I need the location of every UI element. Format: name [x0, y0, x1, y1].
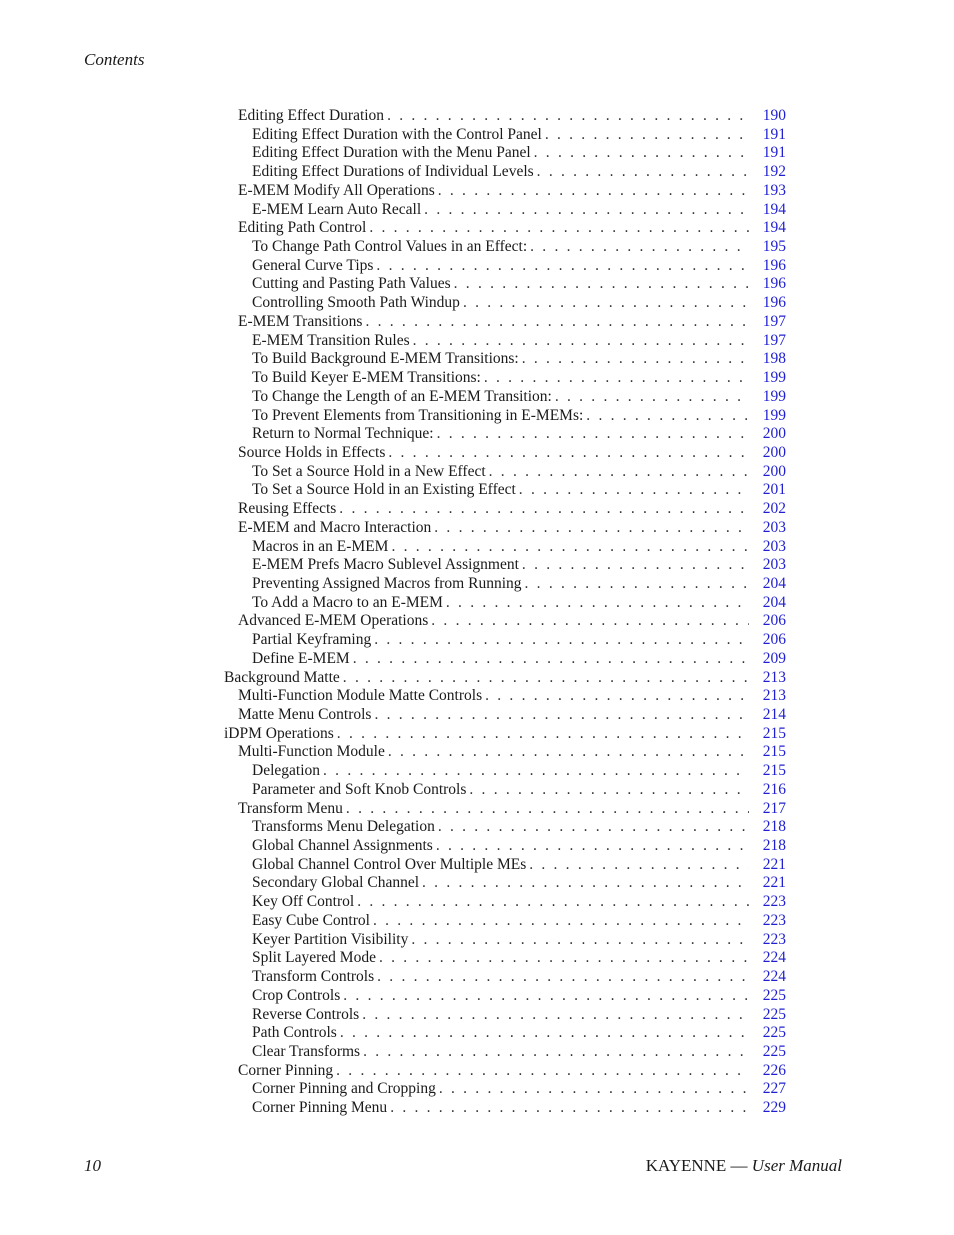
- dot-leader: [390, 1099, 749, 1118]
- toc-page-link[interactable]: 226: [762, 1061, 786, 1079]
- toc-page-link[interactable]: 218: [762, 818, 786, 836]
- toc-entry-title: Easy Cube Control: [252, 911, 370, 929]
- dot-leader: [362, 1006, 749, 1025]
- dot-leader: [388, 444, 749, 463]
- dot-leader: [346, 800, 749, 819]
- toc-page-link[interactable]: 201: [762, 481, 786, 499]
- toc-entry[interactable]: [224, 1099, 786, 1118]
- product-name: KAYENNE: [645, 1156, 727, 1175]
- toc-entry-title: Editing Effect Durations of Individual Levels: [252, 163, 534, 181]
- toc-entry-title: E-MEM Transitions: [238, 312, 363, 330]
- toc-entry[interactable]: [224, 949, 786, 968]
- toc-entry-title: Parameter and Soft Knob Controls: [252, 780, 467, 798]
- toc-page-link[interactable]: 225: [762, 1024, 786, 1042]
- toc-entry-title: Crop Controls: [252, 986, 341, 1004]
- toc-entry-title: Editing Effect Duration: [238, 107, 385, 124]
- toc-page-link[interactable]: 197: [762, 331, 786, 349]
- toc-page-link[interactable]: 216: [762, 780, 786, 798]
- toc-page-link[interactable]: 194: [762, 219, 786, 237]
- toc-entry-title: Corner Pinning and Cropping: [252, 1080, 436, 1098]
- dot-leader: [379, 949, 749, 968]
- toc-entry-title: Keyer Partition Visibility: [252, 930, 409, 948]
- toc-entry[interactable]: [224, 837, 786, 856]
- toc-entry-title: Reusing Effects: [238, 500, 337, 518]
- toc-entry[interactable]: [224, 612, 786, 631]
- toc-entry-title: Transform Controls: [252, 968, 375, 986]
- toc-entry[interactable]: [224, 743, 786, 762]
- toc-entry[interactable]: [224, 931, 786, 950]
- toc-page-link[interactable]: 223: [762, 930, 786, 948]
- toc-entry[interactable]: [224, 407, 786, 426]
- toc-entry[interactable]: [224, 1062, 786, 1081]
- toc-entry[interactable]: [224, 538, 786, 557]
- dot-leader: [530, 238, 749, 257]
- toc-entry-title: E-MEM and Macro Interaction: [238, 518, 432, 536]
- dot-leader: [424, 201, 749, 220]
- footer-separator: —: [730, 1156, 748, 1175]
- toc-entry-title: To Set a Source Hold in a New Effect: [252, 462, 486, 480]
- toc-entry-title: iDPM Operations: [224, 724, 334, 742]
- toc-entry[interactable]: [224, 1080, 786, 1099]
- toc-entry-title: To Add a Macro to an E-MEM: [252, 593, 443, 611]
- toc-entry-title: E-MEM Transition Rules: [252, 331, 410, 349]
- toc-entry-title: Editing Effect Duration with the Menu Panel: [252, 144, 531, 162]
- running-header: Contents: [84, 50, 145, 69]
- dot-leader: [463, 294, 749, 313]
- dot-leader: [340, 1024, 749, 1043]
- toc-entry-title: To Prevent Elements from Transitioning in E-MEMs:: [252, 406, 584, 424]
- dot-leader: [431, 612, 749, 631]
- toc-page-link[interactable]: 202: [762, 500, 786, 518]
- toc-entry[interactable]: [224, 463, 786, 482]
- toc-entry[interactable]: [224, 444, 786, 463]
- toc-entry[interactable]: [224, 332, 786, 351]
- dot-leader: [469, 781, 749, 800]
- toc-entry[interactable]: [224, 856, 786, 875]
- toc-entry-title: Transform Menu: [238, 799, 343, 817]
- toc-entry-title: Macros in an E-MEM: [252, 537, 389, 555]
- toc-entry[interactable]: [224, 631, 786, 650]
- dot-leader: [522, 350, 749, 369]
- toc-entry[interactable]: [224, 313, 786, 332]
- toc-entry[interactable]: [224, 144, 786, 163]
- toc-page-link[interactable]: 203: [762, 556, 786, 574]
- toc-entry[interactable]: [224, 987, 786, 1006]
- toc-entry-title: To Change Path Control Values in an Effect:: [252, 238, 528, 256]
- toc-page-link[interactable]: 209: [762, 649, 786, 667]
- toc-entry-title: To Build Background E-MEM Transitions:: [252, 350, 519, 368]
- toc-entry[interactable]: [224, 800, 786, 819]
- toc-page-link[interactable]: 227: [762, 1080, 786, 1098]
- toc-entry-title: To Build Keyer E-MEM Transitions:: [252, 369, 481, 387]
- dot-leader: [374, 631, 749, 650]
- toc-page-link[interactable]: 203: [762, 537, 786, 555]
- toc-entry[interactable]: [224, 818, 786, 837]
- toc-page-link[interactable]: 225: [762, 1005, 786, 1023]
- dot-leader: [376, 257, 749, 276]
- toc-page-link[interactable]: 213: [762, 687, 786, 705]
- dot-leader: [323, 762, 749, 781]
- toc-entry-title: Corner Pinning Menu: [252, 1099, 388, 1117]
- dot-leader: [377, 968, 749, 987]
- dot-leader: [413, 332, 749, 351]
- dot-leader: [522, 556, 749, 575]
- toc-entry[interactable]: [224, 968, 786, 987]
- toc-entry-title: Source Holds in Effects: [238, 443, 386, 461]
- toc-page-link[interactable]: 224: [762, 968, 786, 986]
- dot-leader: [534, 144, 749, 163]
- toc-entry-title: Delegation: [252, 762, 321, 780]
- dot-leader: [484, 369, 749, 388]
- dot-leader: [339, 500, 749, 519]
- toc-entry-title: To Set a Source Hold in an Existing Effect: [252, 481, 516, 499]
- toc-entry-title: Background Matte: [224, 668, 340, 686]
- dot-leader: [434, 519, 749, 538]
- toc-entry-title: E-MEM Modify All Operations: [238, 181, 435, 199]
- table-of-contents: [224, 107, 786, 1118]
- toc-page-link[interactable]: 221: [762, 855, 786, 873]
- dot-leader: [391, 538, 749, 557]
- toc-entry[interactable]: [224, 350, 786, 369]
- toc-entry-title: Editing Effect Duration with the Control Panel: [252, 125, 542, 143]
- toc-entry[interactable]: [224, 762, 786, 781]
- toc-entry-title: Clear Transforms: [252, 1042, 361, 1060]
- dot-leader: [586, 407, 749, 426]
- toc-page-link[interactable]: 223: [762, 893, 786, 911]
- toc-page-link[interactable]: 215: [762, 743, 786, 761]
- toc-entry[interactable]: [224, 201, 786, 220]
- toc-entry[interactable]: [224, 257, 786, 276]
- toc-page-link[interactable]: 195: [762, 238, 786, 256]
- dot-leader: [438, 182, 749, 201]
- dot-leader: [369, 219, 749, 238]
- toc-page-link[interactable]: 192: [762, 163, 786, 181]
- toc-page-link[interactable]: 224: [762, 949, 786, 967]
- toc-entry-title: Preventing Assigned Macros from Running: [252, 574, 522, 592]
- toc-entry[interactable]: [224, 219, 786, 238]
- toc-entry-title: E-MEM Learn Auto Recall: [252, 200, 422, 218]
- toc-entry[interactable]: [224, 275, 786, 294]
- toc-page-link[interactable]: 191: [762, 125, 786, 143]
- dot-leader: [436, 837, 749, 856]
- toc-entry[interactable]: [224, 182, 786, 201]
- manual-title: User Manual: [751, 1156, 842, 1175]
- toc-entry[interactable]: [224, 725, 786, 744]
- toc-page-link[interactable]: 196: [762, 294, 786, 312]
- toc-page-link[interactable]: 221: [762, 874, 786, 892]
- toc-page-link[interactable]: 200: [762, 425, 786, 443]
- dot-leader: [363, 1043, 749, 1062]
- toc-entry-title: Key Off Control: [252, 893, 355, 911]
- toc-entry[interactable]: [224, 369, 786, 388]
- toc-entry-title: E-MEM Prefs Macro Sublevel Assignment: [252, 556, 519, 574]
- toc-entry[interactable]: [224, 294, 786, 313]
- dot-leader: [485, 687, 749, 706]
- dot-leader: [525, 575, 749, 594]
- toc-entry[interactable]: [224, 575, 786, 594]
- toc-page-link[interactable]: 196: [762, 275, 786, 293]
- toc-entry[interactable]: [224, 388, 786, 407]
- toc-entry-title: Reverse Controls: [252, 1005, 360, 1023]
- toc-entry-title: Secondary Global Channel: [252, 874, 420, 892]
- toc-page-link[interactable]: 194: [762, 200, 786, 218]
- toc-entry[interactable]: [224, 1006, 786, 1025]
- toc-entry-title: Multi-Function Module Matte Controls: [238, 687, 483, 705]
- toc-page-link[interactable]: 218: [762, 837, 786, 855]
- toc-page-link[interactable]: 199: [762, 387, 786, 405]
- dot-leader: [446, 594, 749, 613]
- toc-entry[interactable]: [224, 650, 786, 669]
- toc-entry-title: Editing Path Control: [238, 219, 367, 237]
- dot-leader: [454, 275, 749, 294]
- toc-entry-title: Cutting and Pasting Path Values: [252, 275, 451, 293]
- toc-entry[interactable]: [224, 1043, 786, 1062]
- dot-leader: [353, 650, 749, 669]
- toc-page-link[interactable]: 193: [762, 181, 786, 199]
- toc-page-link[interactable]: 204: [762, 574, 786, 592]
- dot-leader: [357, 893, 749, 912]
- toc-page-link[interactable]: 206: [762, 631, 786, 649]
- toc-page-link[interactable]: 217: [762, 799, 786, 817]
- toc-page-link[interactable]: 225: [762, 986, 786, 1004]
- dot-leader: [411, 931, 749, 950]
- toc-entry[interactable]: [224, 163, 786, 182]
- toc-page-link[interactable]: 190: [762, 107, 786, 124]
- toc-page-link[interactable]: 229: [762, 1099, 786, 1117]
- toc-page-link[interactable]: 223: [762, 911, 786, 929]
- dot-leader: [388, 743, 749, 762]
- toc-page-link[interactable]: 199: [762, 406, 786, 424]
- toc-entry[interactable]: [224, 781, 786, 800]
- toc-page-link[interactable]: 197: [762, 312, 786, 330]
- toc-entry[interactable]: [224, 107, 786, 126]
- dot-leader: [437, 425, 749, 444]
- dot-leader: [438, 818, 749, 837]
- toc-entry-title: Partial Keyframing: [252, 631, 372, 649]
- toc-entry-title: Define E-MEM: [252, 649, 350, 667]
- toc-page-link[interactable]: 200: [762, 443, 786, 461]
- toc-page-link[interactable]: 204: [762, 593, 786, 611]
- toc-entry-title: Split Layered Mode: [252, 949, 376, 967]
- toc-page-link[interactable]: 215: [762, 762, 786, 780]
- dot-leader: [489, 463, 749, 482]
- toc-entry-title: Corner Pinning: [238, 1061, 334, 1079]
- toc-entry[interactable]: [224, 893, 786, 912]
- dot-leader: [343, 987, 749, 1006]
- toc-entry-title: Global Channel Control Over Multiple MEs: [252, 855, 527, 873]
- dot-leader: [555, 388, 749, 407]
- toc-page-link[interactable]: 198: [762, 350, 786, 368]
- dot-leader: [537, 163, 749, 182]
- toc-entry[interactable]: [224, 912, 786, 931]
- toc-page-link[interactable]: 225: [762, 1042, 786, 1060]
- toc-page-link[interactable]: 213: [762, 668, 786, 686]
- toc-entry-title: Controlling Smooth Path Windup: [252, 294, 460, 312]
- toc-entry[interactable]: [224, 126, 786, 145]
- toc-page-link[interactable]: 215: [762, 724, 786, 742]
- toc-entry-title: Path Controls: [252, 1024, 337, 1042]
- toc-entry-title: To Change the Length of an E-MEM Transition:: [252, 387, 552, 405]
- toc-page-link[interactable]: 191: [762, 144, 786, 162]
- toc-entry-title: Transforms Menu Delegation: [252, 818, 435, 836]
- toc-entry[interactable]: [224, 481, 786, 500]
- toc-entry[interactable]: [224, 594, 786, 613]
- dot-leader: [439, 1080, 749, 1099]
- toc-page-link[interactable]: 214: [762, 706, 786, 723]
- dot-leader: [365, 313, 749, 332]
- toc-entry-title: General Curve Tips: [252, 256, 374, 274]
- toc-page-link[interactable]: 199: [762, 369, 786, 387]
- dot-leader: [374, 706, 749, 725]
- toc-entry[interactable]: [224, 1024, 786, 1043]
- toc-entry[interactable]: [224, 425, 786, 444]
- toc-entry-title: Global Channel Assignments: [252, 837, 433, 855]
- toc-entry-title: Multi-Function Module: [238, 743, 385, 761]
- dot-leader: [545, 126, 749, 145]
- dot-leader: [529, 856, 749, 875]
- dot-leader: [387, 107, 749, 126]
- dot-leader: [373, 912, 749, 931]
- toc-entry-title: Advanced E-MEM Operations: [238, 612, 429, 630]
- dot-leader: [343, 669, 749, 688]
- dot-leader: [519, 481, 749, 500]
- toc-page-link[interactable]: 196: [762, 256, 786, 274]
- toc-entry[interactable]: [224, 519, 786, 538]
- toc-entry[interactable]: [224, 874, 786, 893]
- toc-entry[interactable]: [224, 556, 786, 575]
- toc-entry-title: Matte Menu Controls: [238, 706, 372, 723]
- page-number: 10: [84, 1156, 101, 1175]
- dot-leader: [422, 874, 749, 893]
- dot-leader: [337, 725, 749, 744]
- toc-entry[interactable]: [224, 500, 786, 519]
- toc-page-link[interactable]: 200: [762, 462, 786, 480]
- toc-entry[interactable]: [224, 669, 786, 688]
- toc-page-link[interactable]: 206: [762, 612, 786, 630]
- toc-entry[interactable]: [224, 238, 786, 257]
- running-footer: [646, 1156, 842, 1176]
- toc-entry[interactable]: [224, 706, 786, 725]
- toc-page-link[interactable]: 203: [762, 518, 786, 536]
- toc-entry-title: Return to Normal Technique:: [252, 425, 434, 443]
- toc-entry[interactable]: [224, 687, 786, 706]
- dot-leader: [336, 1062, 749, 1081]
